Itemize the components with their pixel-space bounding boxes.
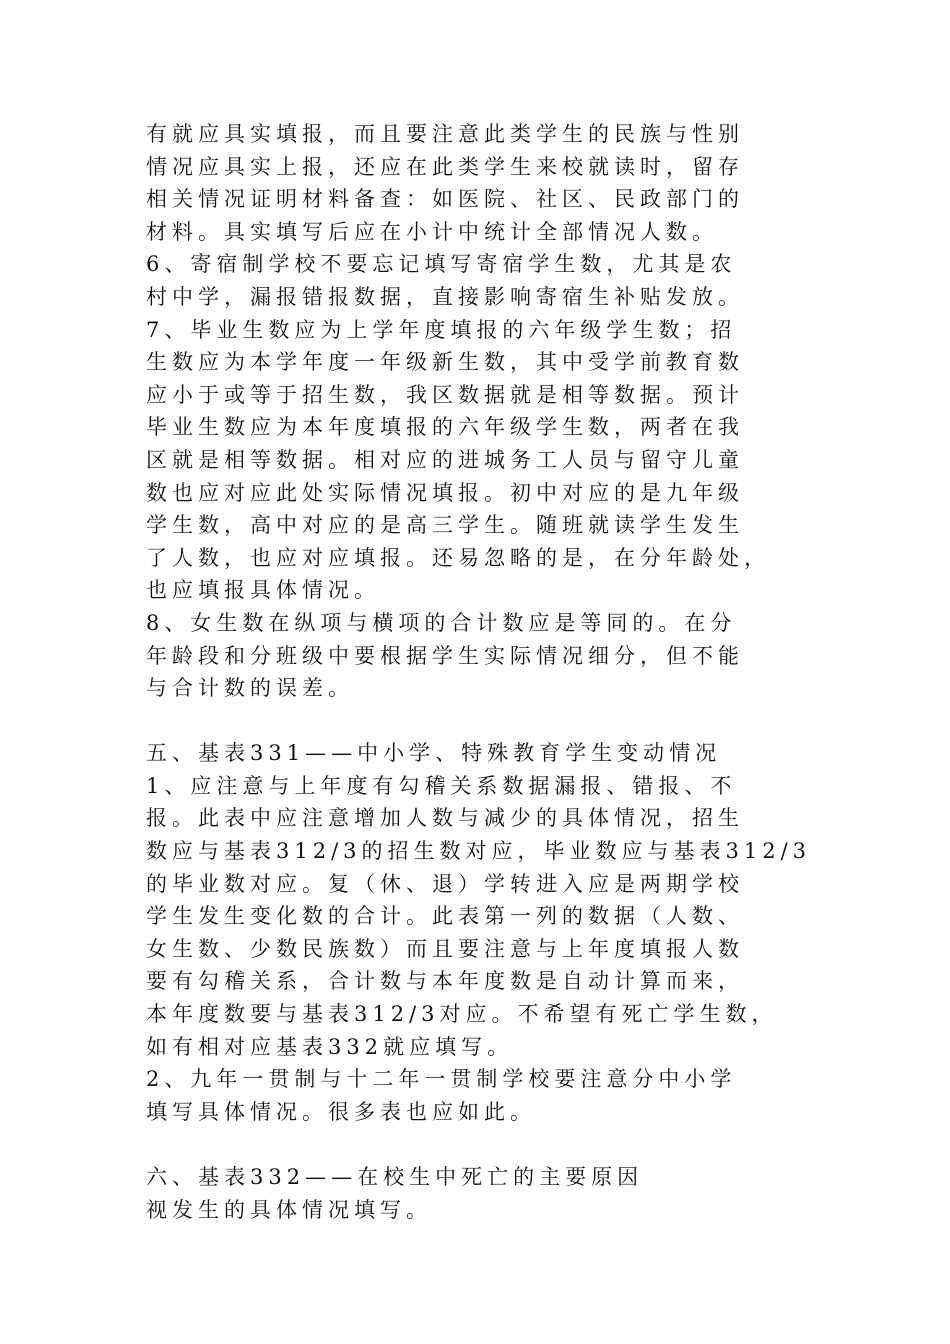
text-line: 村中学，漏报错报数据，直接影响寄宿生补贴发放。 <box>146 284 744 309</box>
paragraph-gap <box>146 1128 836 1161</box>
text-line: 报。此表中应注意增加人数与减少的具体情况，招生 <box>146 806 744 831</box>
text-line: 材料。具实填写后应在小计中统计全部情况人数。 <box>146 219 718 244</box>
text-line: 数应与基表312/3的招生数对应，毕业数应与基表312/3 <box>146 839 812 864</box>
text-line: 相关情况证明材料备查：如医院、社区、民政部门的 <box>146 187 744 212</box>
text-line: 年龄段和分班级中要根据学生实际情况细分，但不能 <box>146 643 744 668</box>
text-line: 情况应具实上报，还应在此类学生来校就读时，留存 <box>146 154 744 179</box>
item-1-line: 1、应注意与上年度有勾稽关系数据漏报、错报、不 <box>146 773 737 798</box>
text-line: 的毕业数对应。复（休、退）学转进入应是两期学校 <box>146 871 744 896</box>
text-line: 区就是相等数据。相对应的进城务工人员与留守儿童 <box>146 447 744 472</box>
text-line: 有就应具实填报，而且要注意此类学生的民族与性别 <box>146 122 744 146</box>
document-body <box>146 118 836 1226</box>
text-line: 毕业生数应为本年度填报的六年级学生数，两者在我 <box>146 415 744 440</box>
text-line: 视发生的具体情况填写。 <box>146 1197 432 1222</box>
text-line: 生数应为本学年度一年级新生数，其中受学前教育数 <box>146 350 744 375</box>
text-line: 与合计数的误差。 <box>146 676 354 701</box>
text-line: 本年度数要与基表312/3对应。不希望有死亡学生数， <box>146 1002 778 1027</box>
text-line: 要有勾稽关系，合计数与本年度数是自动计算而来， <box>146 969 744 994</box>
text-line: 女生数、少数民族数）而且要注意与上年度填报人数 <box>146 936 744 961</box>
text-line: 也应填报具体情况。 <box>146 578 380 603</box>
section-6-heading: 六、基表332——在校生中死亡的主要原因 <box>146 1165 644 1189</box>
text-line: 填写具体情况。很多表也应如此。 <box>146 1099 536 1124</box>
paragraph-gap <box>146 705 836 738</box>
text-line: 学生数，高中对应的是高三学生。随班就读学生发生 <box>146 513 744 538</box>
text-line: 应小于或等于招生数，我区数据就是相等数据。预计 <box>146 382 744 407</box>
item-6-line: 6、寄宿制学校不要忘记填写寄宿学生数，尤其是农 <box>146 252 737 277</box>
text-line: 学生发生变化数的合计。此表第一列的数据（人数、 <box>146 904 744 929</box>
text-line: 如有相对应基表332就应填写。 <box>146 1034 514 1059</box>
text-line: 数也应对应此处实际情况填报。初中对应的是九年级 <box>146 480 744 505</box>
item-7-line: 7、毕业生数应为上学年度填报的六年级学生数；招 <box>146 317 737 342</box>
item-8-line: 8、女生数在纵项与横项的合计数应是等同的。在分 <box>146 610 737 635</box>
section-5-heading: 五、基表331——中小学、特殊教育学生变动情况 <box>146 741 722 766</box>
item-2-line: 2、九年一贯制与十二年一贯制学校要注意分中小学 <box>146 1067 737 1092</box>
text-line: 了人数，也应对应填报。还易忽略的是，在分年龄处， <box>146 545 770 570</box>
